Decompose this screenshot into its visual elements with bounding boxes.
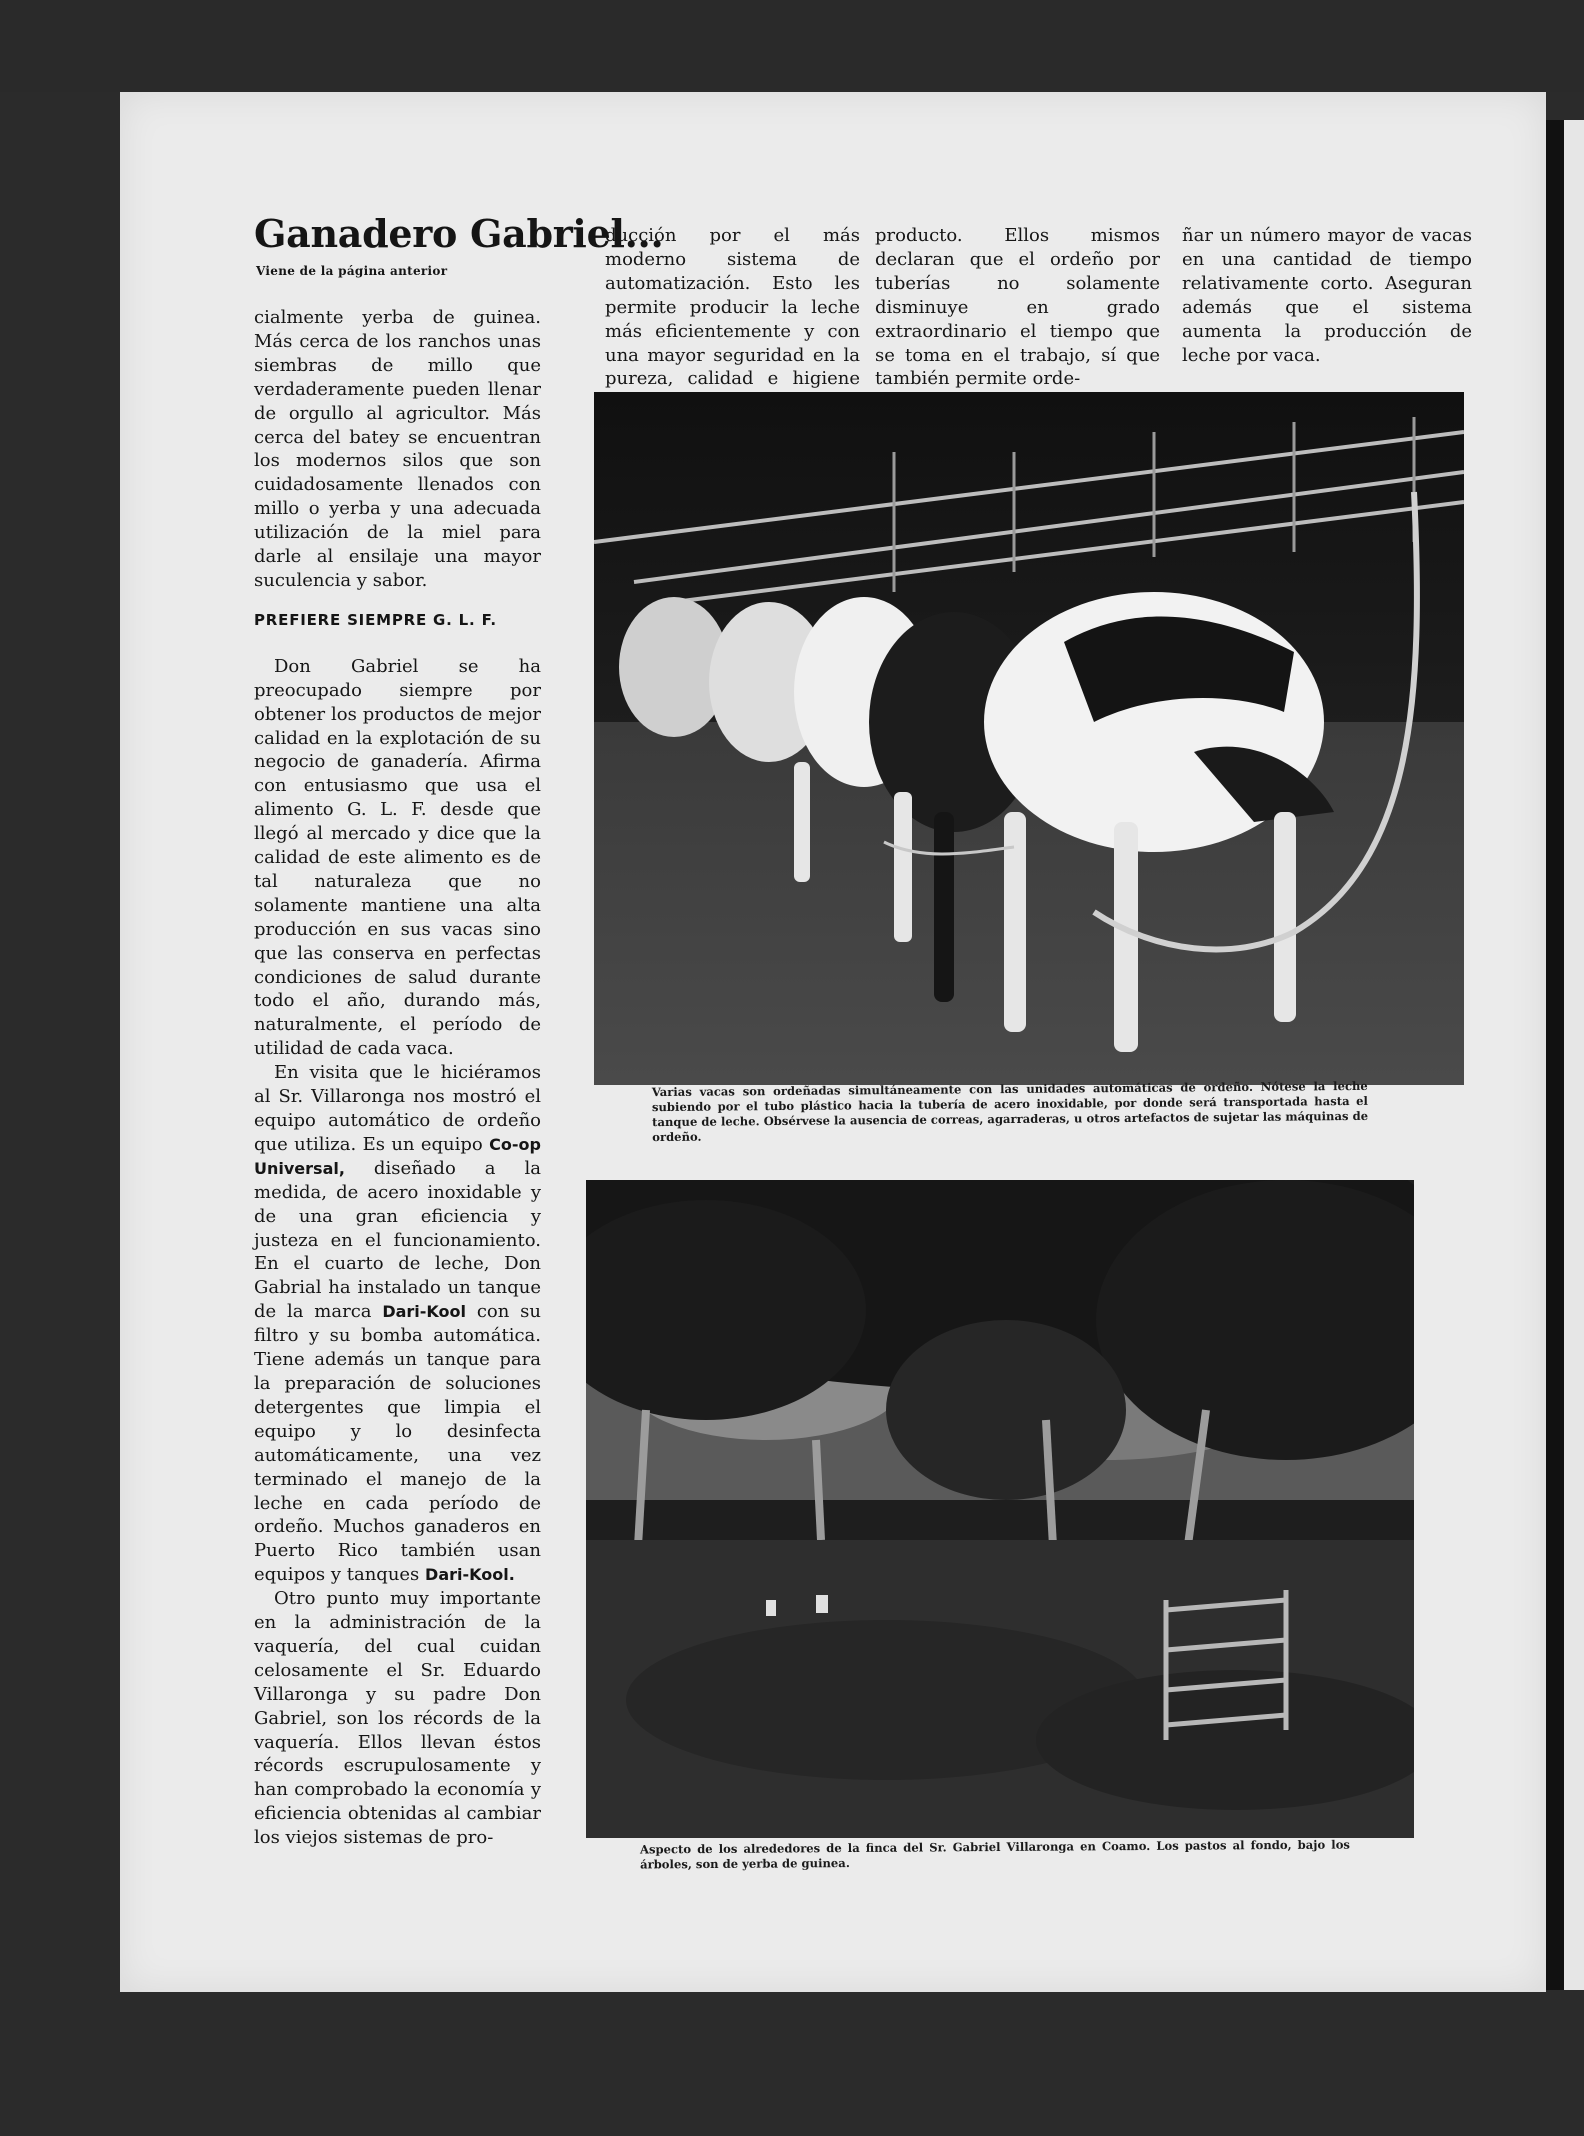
section-heading: PREFIERE SIEMPRE G. L. F.: [254, 610, 497, 629]
text-column-1: [254, 306, 541, 1850]
paragraph-text: diseñado a la medida, de acero inoxidable y de una gran eficiencia y justeza en el funcionamiento. En el cuarto de leche, Don Gabrial ha instalado un tanque de la marca: [254, 1157, 541, 1323]
paragraph: cialmente yerba de guinea. Más cerca de los ranchos unas siembras de millo que verdaderamente pueden llenar de orgullo al agricultor. Más cerca del batey se encuentran los modernos silos que son cuidadosamente llenados con millo o yerba y una adecuada utilización de la miel para darle al ensilaje una mayor suculencia y sabor.: [254, 307, 541, 591]
facing-page-edge: [1546, 120, 1584, 1990]
farm-surroundings-photo: [586, 1180, 1414, 1838]
article-title: Ganadero Gabriel...: [254, 211, 664, 256]
milking-cows-illustration: [594, 392, 1464, 1085]
paragraph: [254, 1061, 541, 1587]
scan-background: [0, 0, 1584, 92]
brand-name: Dari-Kool.: [425, 1565, 515, 1585]
text-column-4: ñar un número mayor de vacas en una cantidad de tiempo relativamente corto. Aseguran además que el sistema aumenta la producción de leche por vaca.: [1182, 225, 1472, 366]
article-subtitle: Viene de la página anterior: [256, 264, 448, 278]
paragraph: Otro punto muy importante en la administración de la vaquería, del cual cuidan celosamente el Sr. Eduardo Villaronga y su padre Don Gabriel, son los récords de la vaquería. Ellos llevan éstos récords escrupulosamente y han comprobado la economía y eficiencia obtenidas al cambiar los viejos sistemas de pro-: [254, 1588, 541, 1849]
text-column-3: producto. Ellos mismos declaran que el ordeño por tuberías no solamente disminuye en grado extraordinario el tiempo que se toma en el trabajo, sí que también permite orde-: [875, 225, 1160, 390]
brand-name: Dari-Kool: [382, 1302, 467, 1322]
paragraph-text: con su filtro y su bomba automática. Tiene además un tanque para la preparación de soluciones detergentes que limpia el equipo y lo desinfecta automáticamente, una vez terminado el manejo de la leche en cada período de ordeño. Muchos ganaderos en Puerto Rico también usan equipos y tanques: [254, 1301, 541, 1586]
text-column-2: ducción por el más moderno sistema de automatización. Esto les permite producir la leche más eficientemente y con una mayor seguridad en la pureza, calidad e higiene: [605, 225, 860, 390]
milking-cows-photo: [594, 392, 1464, 1085]
farm-trees-illustration: [586, 1180, 1414, 1838]
paragraph-text: En visita que le hiciéramos al Sr. Villaronga nos mostró el equipo automático de ordeño que utiliza. Es un equipo: [254, 1062, 541, 1155]
photo-caption: Varias vacas son ordeñadas simultáneamente con las unidades automáticas de ordeño. Nótese la leche subiendo por el tubo plástico hacia la tubería de acero inoxidable, por donde será transportada hasta el tanque de leche. Obsérvese la ausencia de correas, agarraderas, u otros artefactos de sujetar las máquinas de ordeño.: [651, 1078, 1369, 1145]
brand-name: Co-op Universal,: [254, 1134, 541, 1178]
paragraph: Don Gabriel se ha preocupado siempre por obtener los productos de mejor calidad en la explotación de su negocio de ganadería. Afirma con entusiasmo que usa el alimento G. L. F. desde que llegó al mercado y dice que la calidad de este alimento es de tal naturaleza que no solamente mantiene una alta producción en sus vacas sino que las conserva en perfectas condiciones de salud durante todo el año, durando más, naturalmente, el período de utilidad de cada vaca.: [254, 655, 541, 1060]
photo-caption: Aspecto de los alrededores de la finca del Sr. Gabriel Villaronga en Coamo. Los pastos al fondo, bajo los árboles, son de yerba de guinea.: [639, 1837, 1350, 1872]
